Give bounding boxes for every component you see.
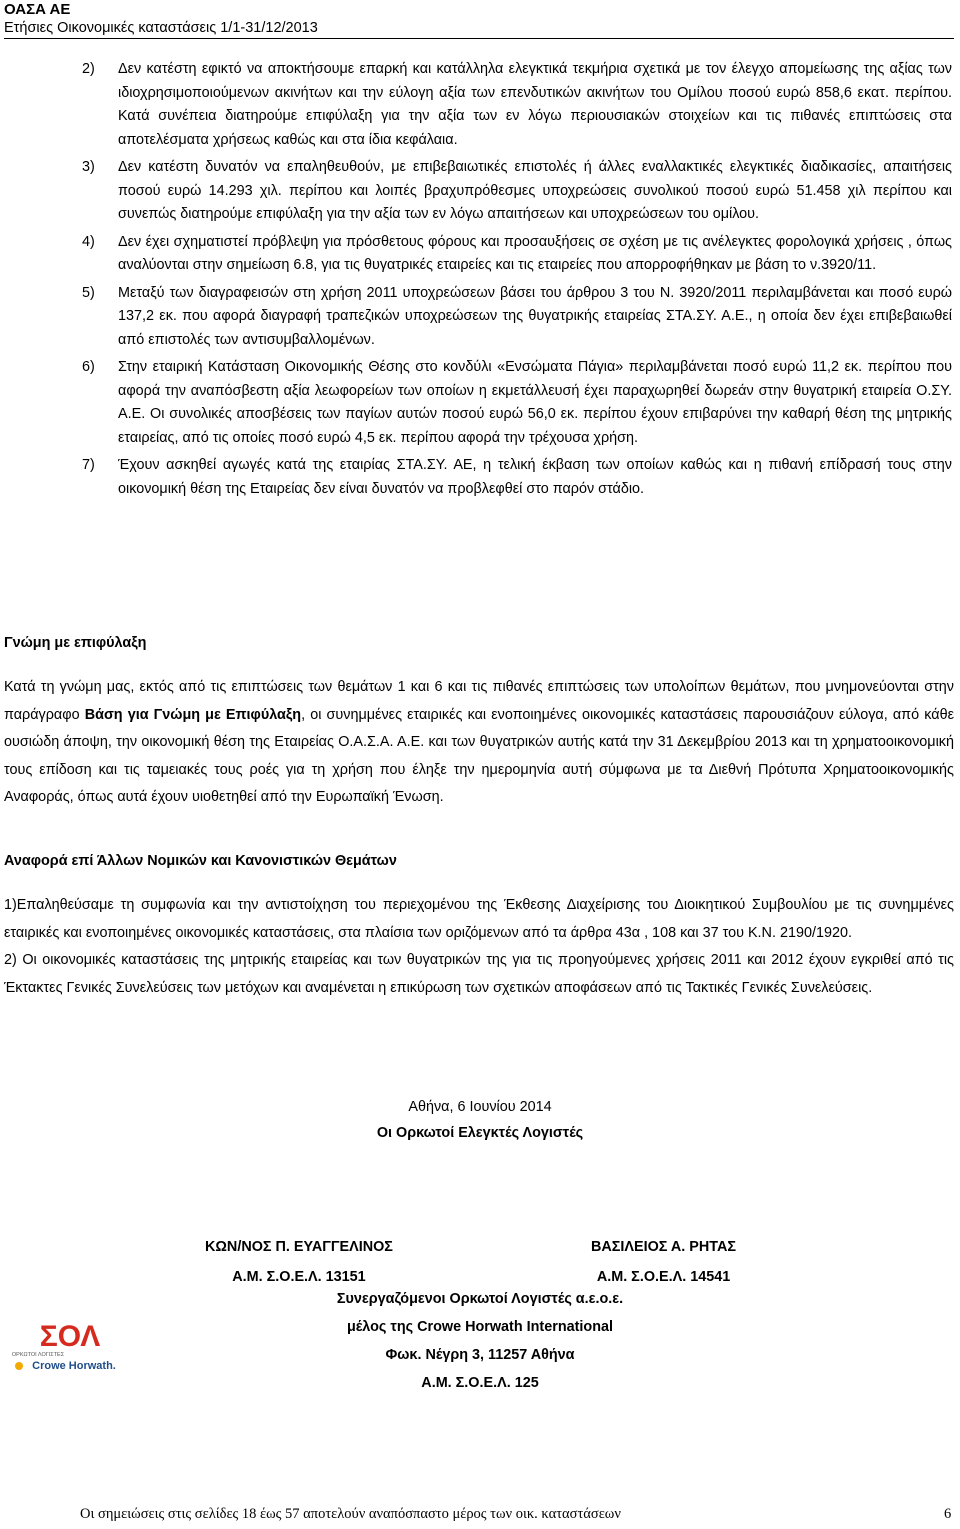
header-subtitle: Ετήσιες Οικονομικές καταστάσεις 1/1-31/12/2013 — [4, 20, 318, 36]
opinion-text-start: Κατά τη γνώμη μας, εκτός από τις επιπτώσεις των θεμάτων 1 και 6 και τις πιθανές επιπτώσεις των υπολοίπων θεμάτων, που μνημονεύονται στην παράγραφο — [4, 679, 954, 723]
item-number: 4) — [82, 233, 95, 250]
header-divider — [4, 38, 954, 39]
qualification-items-list — [82, 58, 952, 505]
signer-name: ΚΩΝ/ΝΟΣ Π. ΕΥΑΓΓΕΛΙΝΟΣ — [205, 1239, 393, 1255]
item-text: Έχουν ασκηθεί αγωγές κατά της εταιρίας ΣΤΑ.ΣΥ. ΑΕ, η τελική έκβαση των οποίων καθώς και η πιθανή επίδρασή τους στην οικονομική θέση της Εταιρείας δεν είναι δυνατόν να προβλεφθεί στο παρόν στάδιο. — [118, 457, 952, 497]
signer-registration: Α.Μ. Σ.Ο.Ε.Λ. 14541 — [596, 1269, 731, 1285]
list-item — [82, 282, 952, 353]
header-company: ΟΑΣΑ ΑΕ — [4, 1, 71, 18]
item-number: 6) — [82, 359, 95, 375]
item-text: Στην εταιρική Κατάσταση Οικονομικής Θέσης στο κονδύλι «Ενσώματα Πάγια» περιλαμβάνεται ποσό ευρώ 11,2 εκ. περίπου που αφορά την αναπόσβεστη αξία λεωφορείων των οποίων η εκμετάλλευσή έχει παραχωρηθεί δωρεάν στην θυγατρική εταιρεία Ο.ΣΥ. Α.Ε. Οι συνολικές αποσβέσεις των παγίων αυτών ποσού ευρώ 56,0 εκ. περίπου έχουν επιβαρύνει την καθαρή θέση της μητρικής εταιρείας, από τις οποίες ποσό ευρώ 4,5 εκ. περίπου αφορά την τρέχουσα χρήση. — [118, 359, 952, 446]
item-number: 2) — [82, 61, 95, 77]
signer-left — [205, 1232, 393, 1292]
legal-heading: Αναφορά επί Άλλων Νομικών και Κανονιστικών Θεμάτων — [4, 853, 397, 869]
signoff-title: Οι Ορκωτοί Ελεγκτές Λογιστές — [376, 1125, 584, 1141]
opinion-text-end: , οι συνημμένες εταιρικές και ενοποιημένες οικονομικές καταστάσεις παρουσιάζουν εύλογα, από κάθε ουσιώδη άποψη, την οικονομική θέση της Εταιρείας Ο.Α.Σ.Α. Α.Ε. και των θυγατρικών αυτής κατά την 31 Δεκεμβρίου 2013 και τη χρηματοοικονομική τους επίδοση και τις ταμειακές τους ροές για τη χρήση που έληξε την ημερομηνία αυτή σύμφωνα με τα Διεθνή Πρότυπα Χρηματοοικονομικής Αναφοράς, όπως αυτά έχουν υιοθετηθεί από την Ευρωπαϊκή Ένωση. — [4, 706, 954, 805]
sol-logo — [10, 1322, 130, 1372]
opinion-paragraph — [4, 674, 954, 812]
signoff-block — [0, 1096, 960, 1148]
firm-name: Συνεργαζόμενοι Ορκωτοί Λογιστές α.ε.ο.ε. — [336, 1291, 624, 1307]
opinion-heading: Γνώμη με επιφύλαξη — [4, 635, 147, 651]
signoff-date: Αθήνα, 6 Ιουνίου 2014 — [408, 1099, 552, 1115]
opinion-bold-reference: Βάση για Γνώμη με Επιφύλαξη — [84, 706, 302, 723]
firm-address: Φωκ. Νέγρη 3, 11257 Αθήνα — [385, 1347, 575, 1363]
signer-right — [591, 1232, 736, 1292]
logo-main-text: ΣΟΛ — [39, 1322, 101, 1353]
item-text: Μεταξύ των διαγραφεισών στη χρήση 2011 υποχρεώσεων βάσει του άρθρου 3 του Ν. 3920/2011 περιλαμβάνεται και ποσό ευρώ 137,2 εκ. που αφορά διαγραφή τραπεζικών υποχρεώσεων της θυγατρικής εταιρείας ΣΤΑ.ΣΥ. Α.Ε., η οποία δεν έχει επιβεβαιωθεί από επιστολές των αντισυμβαλλομένων. — [118, 284, 952, 348]
legal-paragraph-1: 1)Επαληθεύσαμε τη συμφωνία και την αντιστοίχηση του περιεχομένου της Έκθεσης Διαχείρισης του Διοικητικού Συμβουλίου με τις συνημμένες εταιρικές και ενοποιημένες οικονομικές καταστάσεις, στα πλαίσια των οριζόμενων από τα άρθρα 43α , 108 και 37 του Κ.Ν. 2190/1920. — [4, 897, 954, 941]
firm-registration: Α.Μ. Σ.Ο.Ε.Λ. 125 — [421, 1375, 539, 1391]
firm-block — [0, 1285, 960, 1397]
legal-section — [4, 850, 954, 1002]
page-number: 6 — [944, 1506, 952, 1522]
legal-paragraph-2: 2) Οι οικονομικές καταστάσεις της μητρικής εταιρείας και των θυγατρικών της για τις προηγούμενες χρήσεις 2011 και 2012 έχουν εγκριθεί από τις Έκτακτες Γενικές Συνελεύσεις των μετόχων και αναμένεται η επικύρωση των σχετικών αποφάσεων από τις Τακτικές Γενικές Συνελεύσεις. — [4, 952, 954, 996]
item-number: 7) — [82, 457, 95, 473]
list-item — [82, 231, 952, 278]
sol-logo-icon — [10, 1322, 130, 1372]
list-item — [82, 58, 952, 152]
signer-name: ΒΑΣΙΛΕΙΟΣ Α. ΡΗΤΑΣ — [591, 1239, 737, 1255]
list-item — [82, 454, 952, 501]
item-text: Δεν κατέστη εφικτό να αποκτήσουμε επαρκή και κατάλληλα ελεγκτικά τεκμήρια σχετικά με τον έλεγχο απομείωσης της αξίας των ιδιοχρησιμοποιούμενων ακινήτων και την εύλογη αξία των επενδυτικών ακινήτων του Ομίλου ποσού ευρώ 858,6 εκατ. περίπου. Κατά συνέπεια διατηρούμε επιφύλαξη για την αξία των εν λόγω περιουσιακών στοιχείων και τις πιθανές επιπτώσεις στα αποτελέσματα χρήσεως καθώς και στα ίδια κεφάλαια. — [118, 61, 952, 148]
item-number: 3) — [82, 159, 95, 175]
list-item — [82, 156, 952, 227]
signer-registration: Α.Μ. Σ.Ο.Ε.Λ. 13151 — [232, 1269, 366, 1285]
logo-network-text: Crowe Horwath. — [32, 1360, 116, 1372]
page-header — [4, 0, 954, 37]
item-text: Δεν έχει σχηματιστεί πρόβλεψη για πρόσθετους φόρους και προσαυξήσεις σε σχέση με τις ανέλεγκτες φορολογικά χρήσεις , όπως αναλύονται στην σημείωση 6.8, για τις θυγατρικές εταιρείες και τις εταιρείες που απορροφήθηκαν με βάση το ν.3920/11. — [118, 233, 952, 273]
list-item — [82, 356, 952, 450]
crowe-mark-icon — [15, 1362, 23, 1370]
footer-note: Οι σημειώσεις στις σελίδες 18 έως 57 αποτελούν αναπόσπαστο μέρος των οικ. καταστάσεων — [80, 1506, 621, 1522]
item-text: Δεν κατέστη δυνατόν να επαληθευθούν, με επιβεβαιωτικές επιστολές ή άλλες εναλλακτικές ελεγκτικές διαδικασίες, απαιτήσεις ποσού ευρώ 14.293 χιλ. περίπου και λοιπές βραχυπρόθεσμες υποχρεώσεις συνολικού ποσού ευρώ 51.458 χιλ περίπου και συνεπώς διατηρούμε επιφύλαξη για την αξία των εν λόγω απαιτήσεων και υποχρεώσεων του ομίλου. — [118, 159, 952, 222]
logo-sub-text: ΟΡΚΩΤΟΙ ΛΟΓΙΣΤΕΣ — [11, 1352, 65, 1358]
opinion-section — [4, 632, 954, 812]
item-number: 5) — [82, 284, 95, 301]
firm-membership: μέλος της Crowe Horwath International — [347, 1319, 613, 1335]
